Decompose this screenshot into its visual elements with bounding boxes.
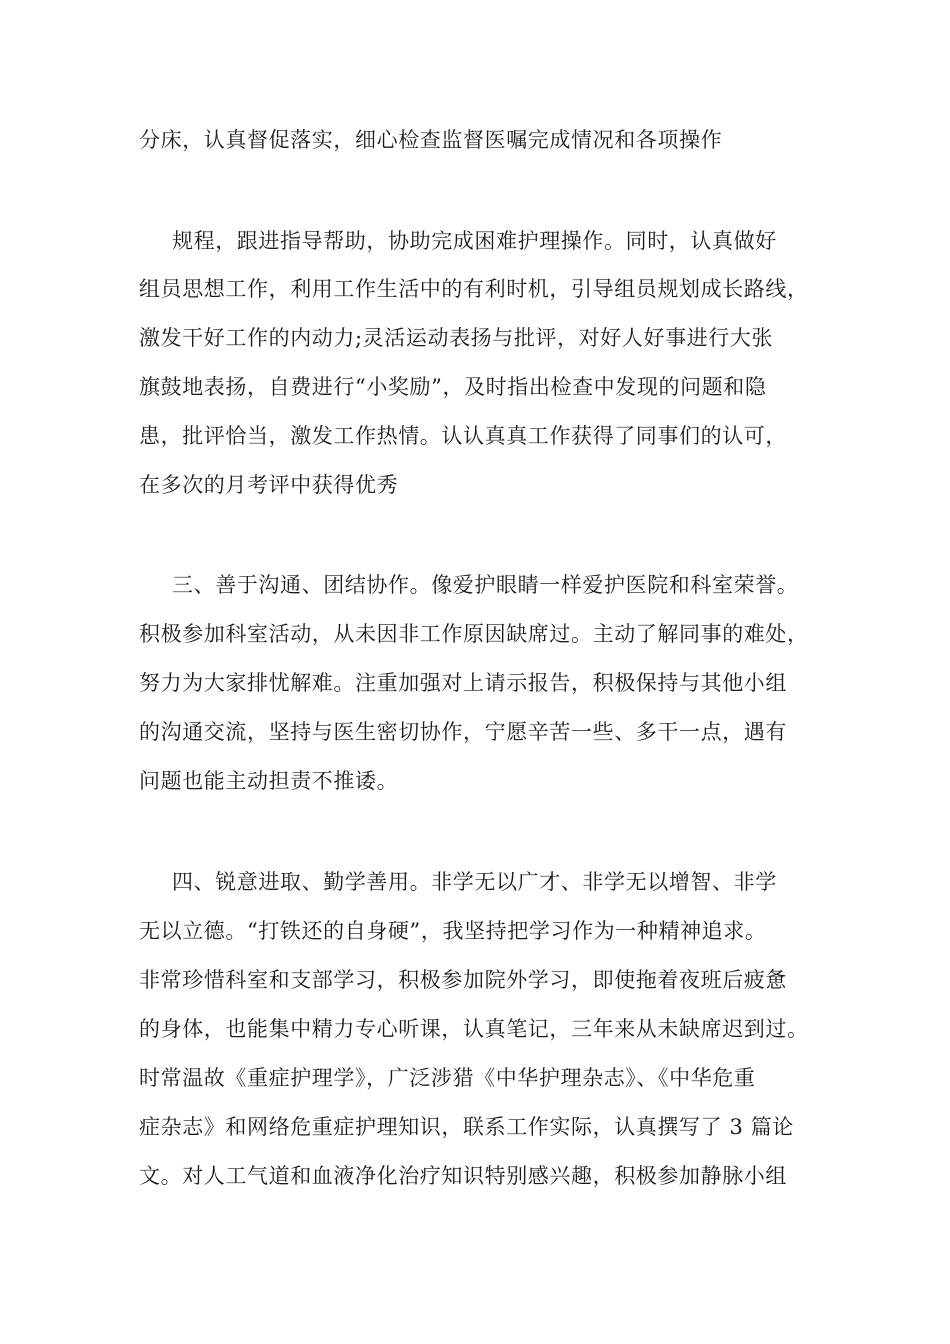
text-line: 旗鼓地表扬，自费进行“小奖励”，及时指出检查中发现的问题和隐 — [139, 375, 767, 399]
text-line: 四、锐意进取、勤学善用。非学无以广才、非学无以增智、非学 — [172, 870, 777, 894]
text-line: 分床，认真督促落实，细心检查监督医嘱完成情况和各项操作 — [139, 128, 723, 152]
text-line: 积极参加科室活动，从未因非工作原因缺席过。主动了解同事的难处， — [139, 622, 809, 646]
text-line: 的沟通交流，坚持与医生密切协作，宁愿辛苦一些、多干一点，遇有 — [139, 720, 787, 744]
text-line: 激发干好工作的内动力;灵活运动表扬与批评，对好人好事进行大张 — [139, 326, 774, 350]
text-line: 三、善于沟通、团结协作。像爱护眼睛一样爱护医院和科室荣誉。 — [172, 573, 799, 597]
text-line: 组员思想工作，利用工作生活中的有利时机，引导组员规划成长路线， — [139, 277, 809, 301]
text-line: 非常珍惜科室和支部学习，积极参加院外学习，即使拖着夜班后疲惫 — [139, 968, 787, 992]
text-line: 努力为大家排忧解难。注重加强对上请示报告，积极保持与其他小组 — [139, 671, 787, 695]
text-line: 在多次的月考评中获得优秀 — [139, 473, 399, 497]
text-line: 的身体，也能集中精力专心听课，认真笔记，三年来从未缺席迟到过。 — [139, 1017, 809, 1041]
text-line: 文。对人工气道和血液净化治疗知识特别感兴趣，积极参加静脉小组 — [139, 1164, 787, 1188]
text-line: 无以立德。“打铁还的自身硬”，我坚持把学习作为一种精神追求。 — [139, 919, 767, 943]
text-line: 患，批评恰当，激发工作热情。认认真真工作获得了同事们的认可， — [139, 424, 787, 448]
text-line: 时常温故《重症护理学》，广泛涉猎《中华护理杂志》、《中华危重 — [139, 1066, 756, 1090]
text-line: 症杂志》和网络危重症护理知识，联系工作实际，认真撰写了 3 篇论 — [139, 1115, 794, 1139]
text-line: 规程，跟进指导帮助，协助完成困难护理操作。同时，认真做好 — [172, 229, 777, 253]
text-line: 问题也能主动担责不推诿。 — [139, 769, 399, 793]
